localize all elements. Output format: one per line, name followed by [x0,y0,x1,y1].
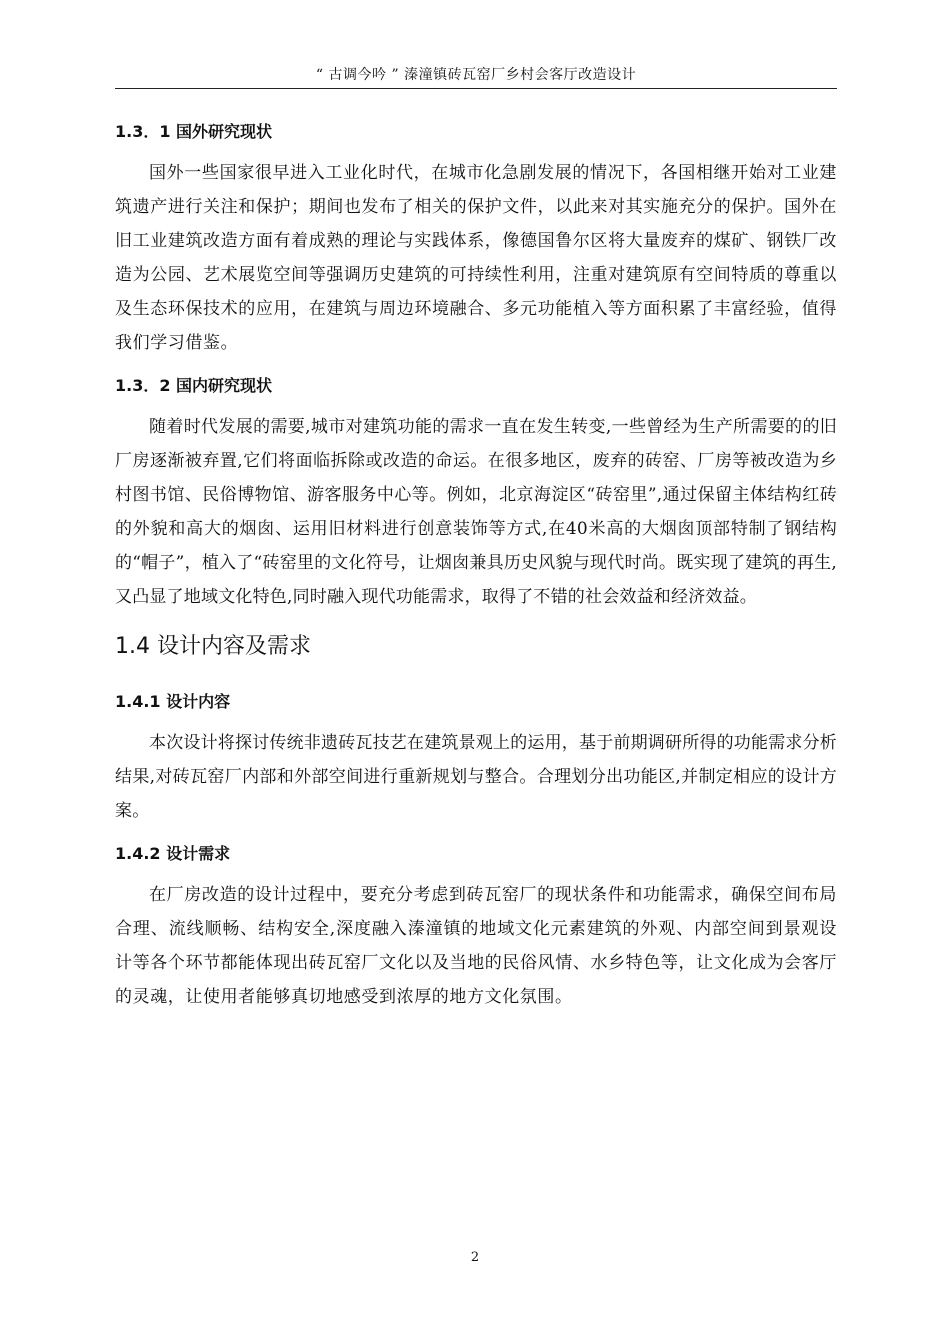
chapter-heading-design-content-requirements: 1.4 设计内容及需求 [115,634,311,659]
paragraph-domestic-research: 随着时代发展的需要,城市对建筑功能的需求一直在发生转变,一些曾经为生产所需要的的旧厂房逐渐被弃置,它们将面临拆除或改造的命运。在很多地区，废弃的砖窑、厂房等被改造为乡村图书馆、民俗博物馆、游客服务中心等。例如，北京海淀区“砖窑里”,通过保留主体结构红砖的外貌和高大的烟囱、运用旧材料进行创意装饰等方式,在40米高的大烟囱顶部特制了钢结构的“帽子”，植入了“砖窑里的文化符号，让烟囱兼具历史风貌与现代时尚。既实现了建筑的再生,又凸显了地域文化特色,同时融入现代功能需求，取得了不错的社会效益和经济效益。 [115,417,837,607]
subsection-heading-design-requirements: 1.4.2 设计需求 [115,844,231,863]
subsection-heading-design-content: 1.4.1 设计内容 [115,692,231,711]
paragraph-foreign-research: 国外一些国家很早进入工业化时代，在城市化急剧发展的情况下，各国相继开始对工业建筑遗产进行关注和保护；期间也发布了相关的保护文件，以此来对其实施充分的保护。国外在旧工业建筑改造方面有着成熟的理论与实践体系，像德国鲁尔区将大量废弃的煤矿、钢铁厂改造为公园、艺术展览空间等强调历史建筑的可持续性利用，注重对建筑原有空间特质的尊重以及生态环保技术的应用，在建筑与周边环境融合、多元功能植入等方面积累了丰富经验，值得我们学习借鉴。 [115,163,837,353]
page-header [115,66,837,89]
section-heading-domestic-research: 1.3．2 国内研究现状 [115,376,273,395]
document-body [115,112,837,1020]
header-title: “ 古调今吟 ” 溱潼镇砖瓦窑厂乡村会客厅改造设计 [315,67,637,83]
paragraph-design-content: 本次设计将探讨传统非遗砖瓦技艺在建筑景观上的运用，基于前期调研所得的功能需求分析结果,对砖瓦窑厂内部和外部空间进行重新规划与整合。合理划分出功能区,并制定相应的设计方案。 [115,733,837,821]
page-number: 2 [470,1250,480,1265]
section-heading-foreign-research: 1.3．1 国外研究现状 [115,122,273,141]
paragraph-design-requirements: 在厂房改造的设计过程中，要充分考虑到砖瓦窑厂的现状条件和功能需求，确保空间布局合理、流线顺畅、结构安全,深度融入溱潼镇的地域文化元素建筑的外观、内部空间到景观设计等各个环节都能体现出砖瓦窑厂文化以及当地的民俗风情、水乡特色等，让文化成为会客厅的灵魂，让使用者能够真切地感受到浓厚的地方文化氛围。 [115,885,837,1007]
